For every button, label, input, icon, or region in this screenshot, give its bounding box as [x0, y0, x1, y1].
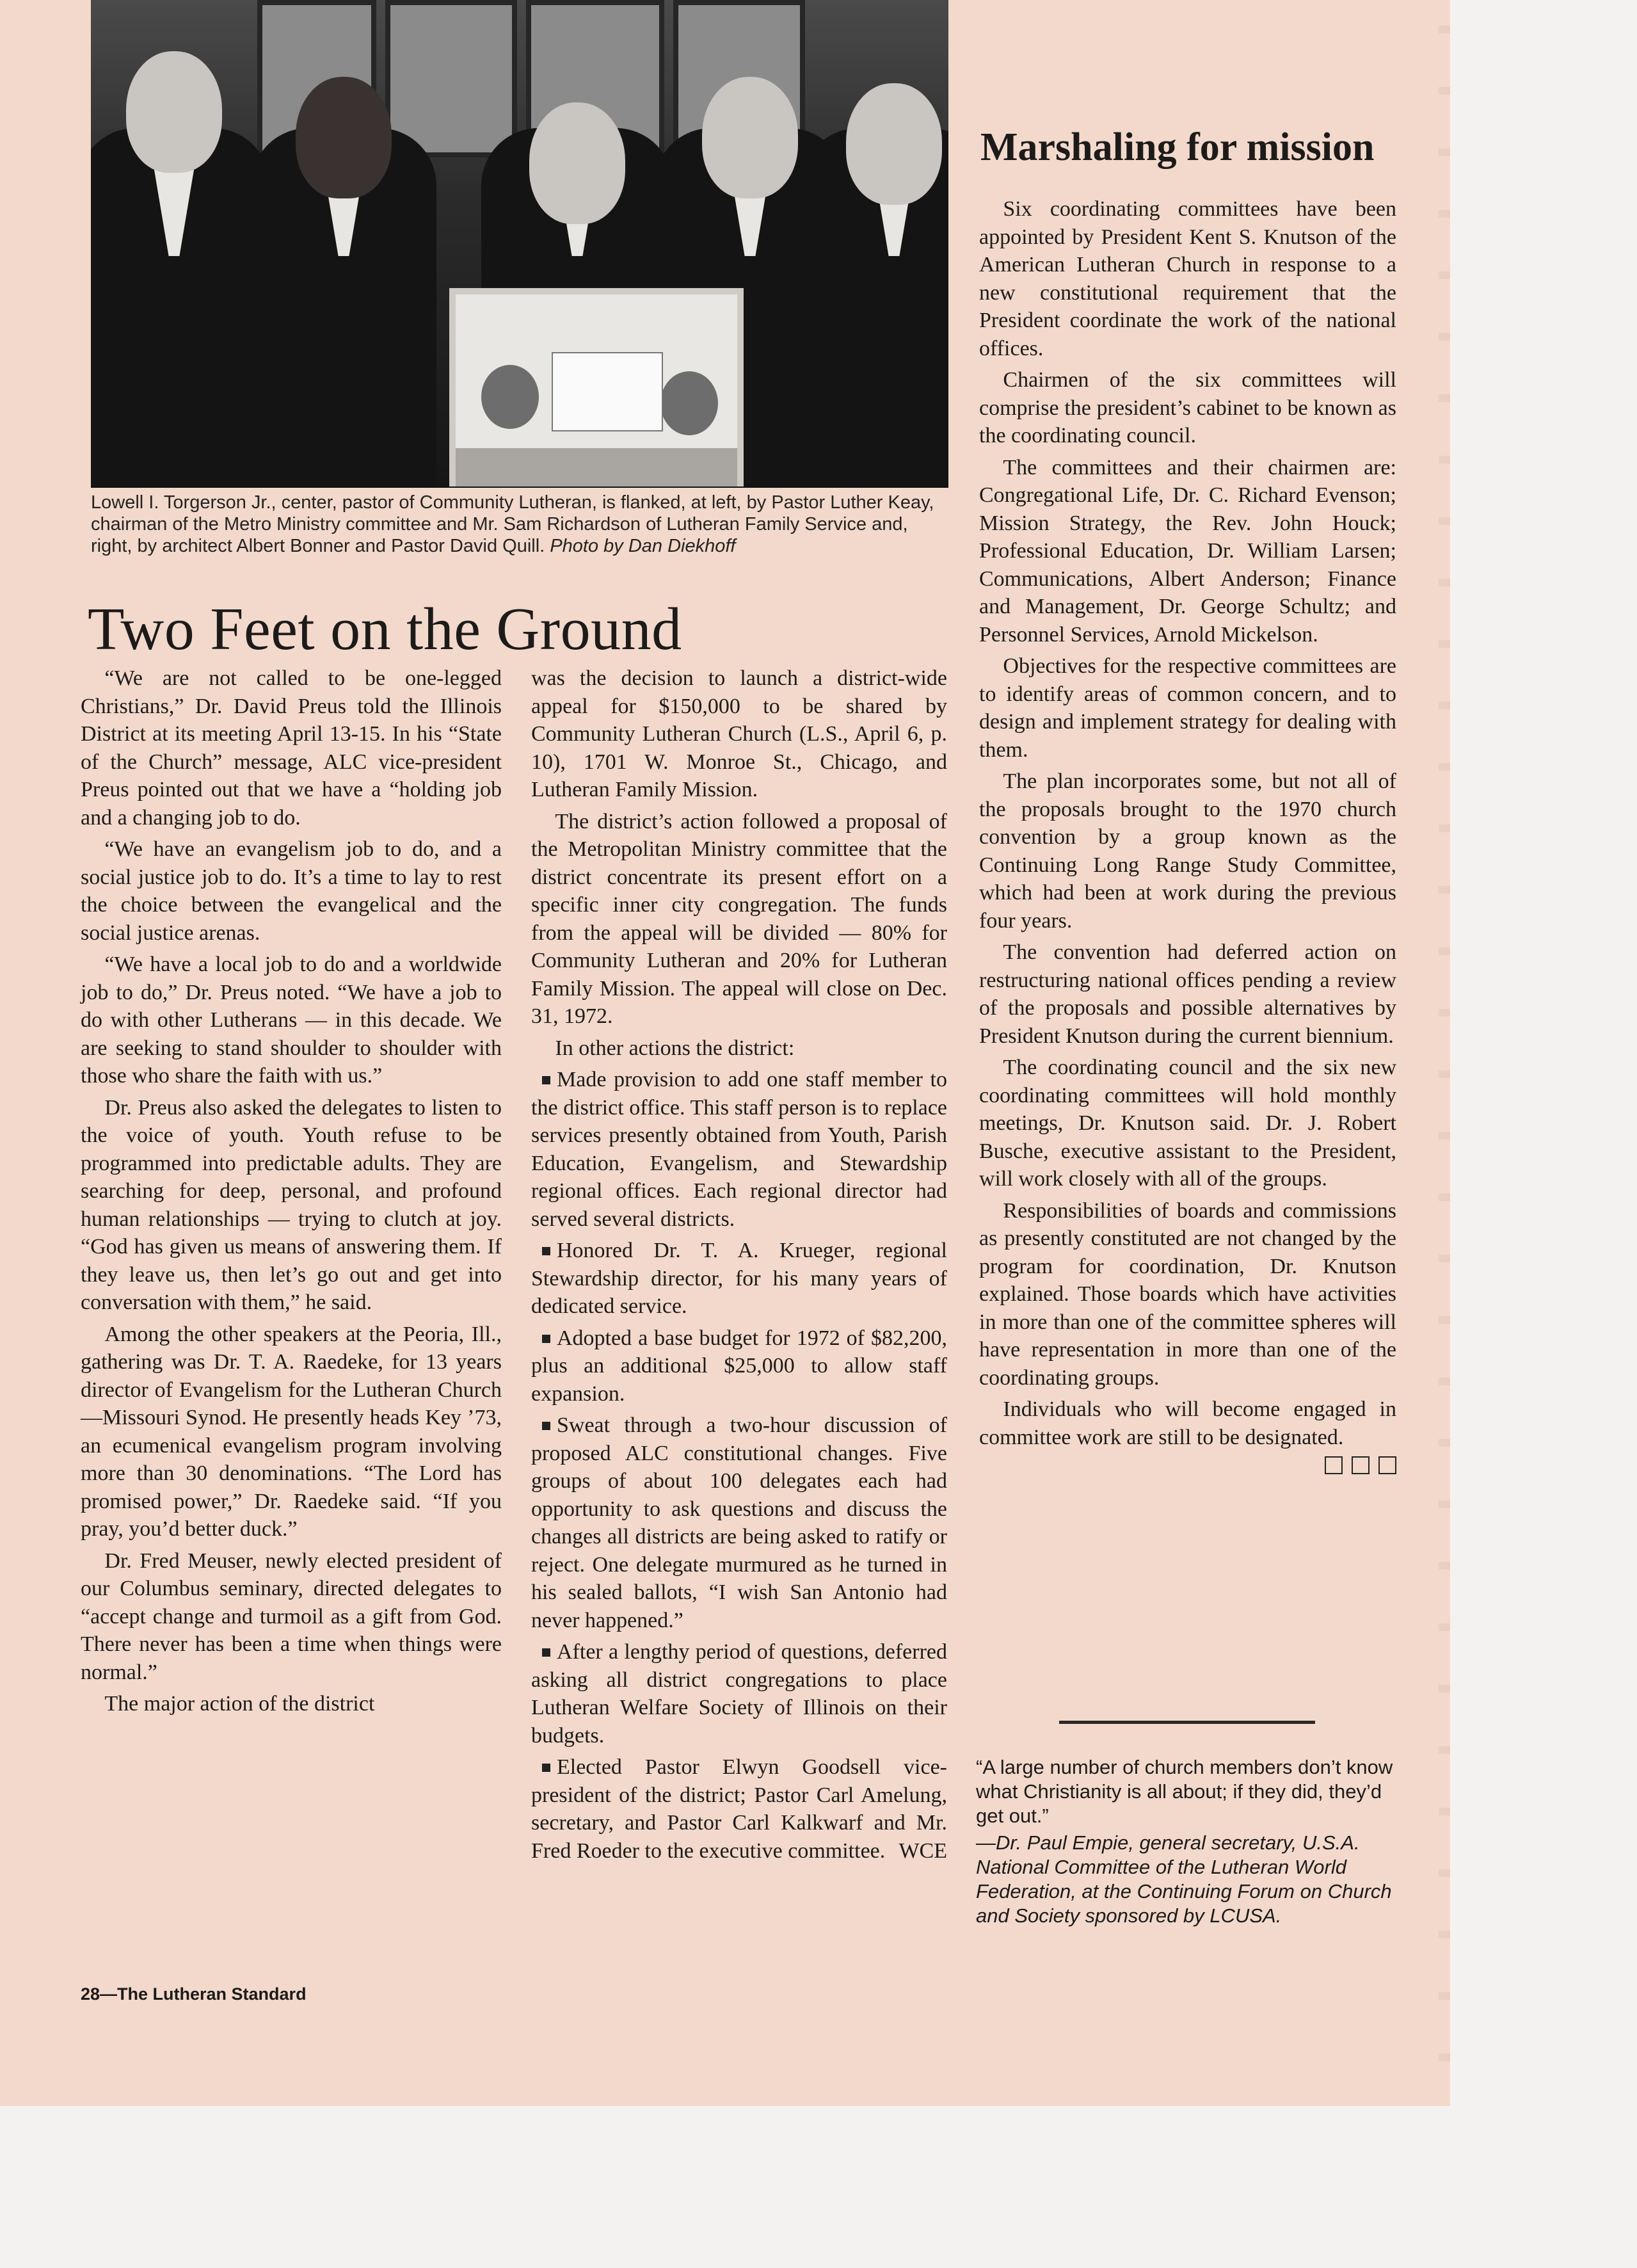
list-item: Honored Dr. T. A. Krueger, regional Stewardship director, for his many years of dedicated service. [531, 1239, 947, 1318]
paragraph: Individuals who will become engaged in committee work are still to be designated. [979, 1395, 1396, 1451]
bullet-icon [542, 1764, 550, 1772]
paragraph: Objectives for the respective committees are to identify areas of common concern, and to design and implement strategy for dealing with them. [979, 654, 1396, 762]
bullet-icon [542, 1076, 550, 1084]
paragraph: The committees and their chairmen are: Congregational Life, Dr. C. Richard Evenson; Mission Strategy, the Rev. John Houck; Professional Education, Dr. William Larsen; Communications, Albert Anderson; Finance and Management, Dr. George Schultz; and Personnel Services, Arnold Mickelson. [979, 455, 1396, 647]
paragraph: Responsibilities of boards and commissions as presently constituted are not changed by the program for coordination, Dr. Knutson explained. Those boards which have activities in more than one of the committee spheres will have representation in more than one of the coordinating groups. [979, 1198, 1396, 1390]
headline-marshaling: Marshaling for mission [980, 125, 1375, 169]
list-item: Adopted a base budget for 1972 of $82,200, plus an additional $25,000 to allow staff expansion. [531, 1326, 947, 1406]
architect-drawing [449, 288, 744, 488]
paragraph: was the decision to launch a district-wide appeal for $150,000 to be shared by Community Lutheran Church (L.S., April 6, p. 10), 1701 W. Monroe St., Chicago, and Lutheran Family Mission. [531, 666, 947, 801]
person-right [801, 38, 948, 487]
paragraph: Dr. Preus also asked the delegates to listen to the voice of youth. Youth refuse to be programmed into predictable adults. They are searching for deep, personal, and profound human relationships — trying to clutch at joy. “God has given us means of answering them. If they leave us, then let’s go out and get into conversation with them,” he said. [81, 1095, 502, 1314]
article-column-3 [979, 195, 1396, 1479]
paragraph: The coordinating council and the six new coordinating committees will hold monthly meetings, Dr. Knutson said. Dr. J. Robert Busche, executive assistant to the President, will work closely with all of the groups. [979, 1056, 1396, 1191]
paragraph: The convention had deferred action on restructuring national offices pending a review of the proposals and possible alternatives by President Knutson during the current biennium. [979, 940, 1396, 1048]
photo-credit: Photo by Dan Diekhoff [550, 536, 736, 556]
list-item: Made provision to add one staff member to the district office. This staff person is to replace services presently obtained from Youth, Parish Education, Evangelism, and Stewardship regional offices. Each regional director had served several districts. [531, 1068, 947, 1231]
bullet-icon [542, 1422, 550, 1430]
bullet-icon [542, 1335, 550, 1343]
headline-two-feet: Two Feet on the Ground [88, 596, 682, 663]
list-item: After a lengthy period of questions, deferred asking all district congregations to place Lutheran Welfare Society of Illinois on their budgets. [531, 1640, 947, 1748]
group-photo [91, 0, 948, 488]
page-folio: 28—The Lutheran Standard [81, 1984, 307, 2004]
person-left [91, 26, 270, 487]
divider-rule [1059, 1721, 1315, 1724]
bullet-icon [542, 1247, 550, 1255]
end-of-story-mark [1316, 1451, 1396, 1479]
paragraph: “We have an evangelism job to do, and a social justice job to do. It’s a time to lay to rest the choice between the evangelical and the social justice arenas. [81, 837, 502, 945]
byline-initials: WCE [898, 1838, 947, 1863]
list-item: Elected Pastor Elwyn Goodsell vice-president of the district; Pastor Carl Amelung, secretary, and Pastor Carl Kalkwarf and Mr. Fred Roeder to the executive committee. WCE [531, 1753, 947, 1865]
bullet-icon [542, 1648, 550, 1657]
person-second [251, 38, 436, 487]
paragraph: The major action of the district [104, 1692, 375, 1716]
paragraph: Among the other speakers at the Peoria, Ill., gathering was Dr. T. A. Raedeke, for 13 years director of Evangelism for the Lutheran Church —Missouri Synod. He presently heads Key ’73, an ecumenical evangelism program involving more than 30 denominations. “The Lord has promised power,” Dr. Raedeke said. “If you pray, you’d better duck.” [81, 1322, 502, 1541]
article-column-1 [81, 664, 502, 1718]
paragraph: The plan incorporates some, but not all of the proposals brought to the 1970 church convention by a group known as the Continuing Long Range Study Committee, which had been at work during the previous four years. [979, 769, 1396, 933]
paragraph: Chairmen of the six committees will comprise the president’s cabinet to be known as the coordinating council. [979, 368, 1396, 447]
quote-attribution: —Dr. Paul Empie, general secretary, U.S.A. National Committee of the Lutheran World Federation, at the Continuing Forum on Church and Society sponsored by LCUSA. [976, 1831, 1392, 1927]
photo-caption: Lowell I. Torgerson Jr., center, pastor of Community Lutheran, is flanked, at left, by Pastor Luther Keay, chairman of the Metro Ministry committee and Mr. Sam Richardson of Lutheran Family Service and, right, by architect Albert Bonner and Pastor David Quill. Photo by Dan Diekhoff [91, 492, 934, 556]
list-item: Sweat through a two-hour discussion of proposed ALC constitutional changes. Five groups of about 100 delegates each had opportunity to ask questions and discuss the changes all districts are being asked to ratify or reject. One delegate murmured as he turned in his sealed ballots, “I wish San Antonio had never happened.” [531, 1413, 947, 1632]
pull-quote [976, 1755, 1398, 1928]
paragraph: “We are not called to be one-legged Christians,” Dr. David Preus told the Illinois District at its meeting April 13-15. In his “State of the Church” message, ALC vice-president Preus pointed out that we have a “holding job and a changing job to do. [81, 666, 502, 830]
paragraph: The district’s action followed a proposal of the Metropolitan Ministry committee that the district concentrate its present effort on a specific inner city congregation. The funds from the appeal will be divided — 80% for Community Lutheran and 20% for Lutheran Family Mission. The appeal will close on Dec. 31, 1972. [531, 809, 947, 1028]
paragraph: Six coordinating committees have been appointed by President Kent S. Knutson of the American Lutheran Church in response to a new constitutional requirement that the President coordinate the work of the national offices. [979, 197, 1396, 360]
paragraph: “We have a local job to do and a worldwide job to do,” Dr. Preus noted. “We have a job to do with other Lutherans — in this decade. We are seeking to stand shoulder to shoulder with those who share the faith with us.” [81, 953, 502, 1088]
quote-text: “A large number of church members don’t know what Christianity is all about; if they did, they’d get out.” [976, 1756, 1393, 1827]
article-column-2 [531, 664, 947, 1865]
paragraph: Dr. Fred Meuser, newly elected president of our Columbus seminary, directed delegates to “accept change and turmoil as a gift from God. There never has been a time when things were normal.” [81, 1548, 502, 1684]
paragraph: In other actions the district: [555, 1036, 795, 1060]
